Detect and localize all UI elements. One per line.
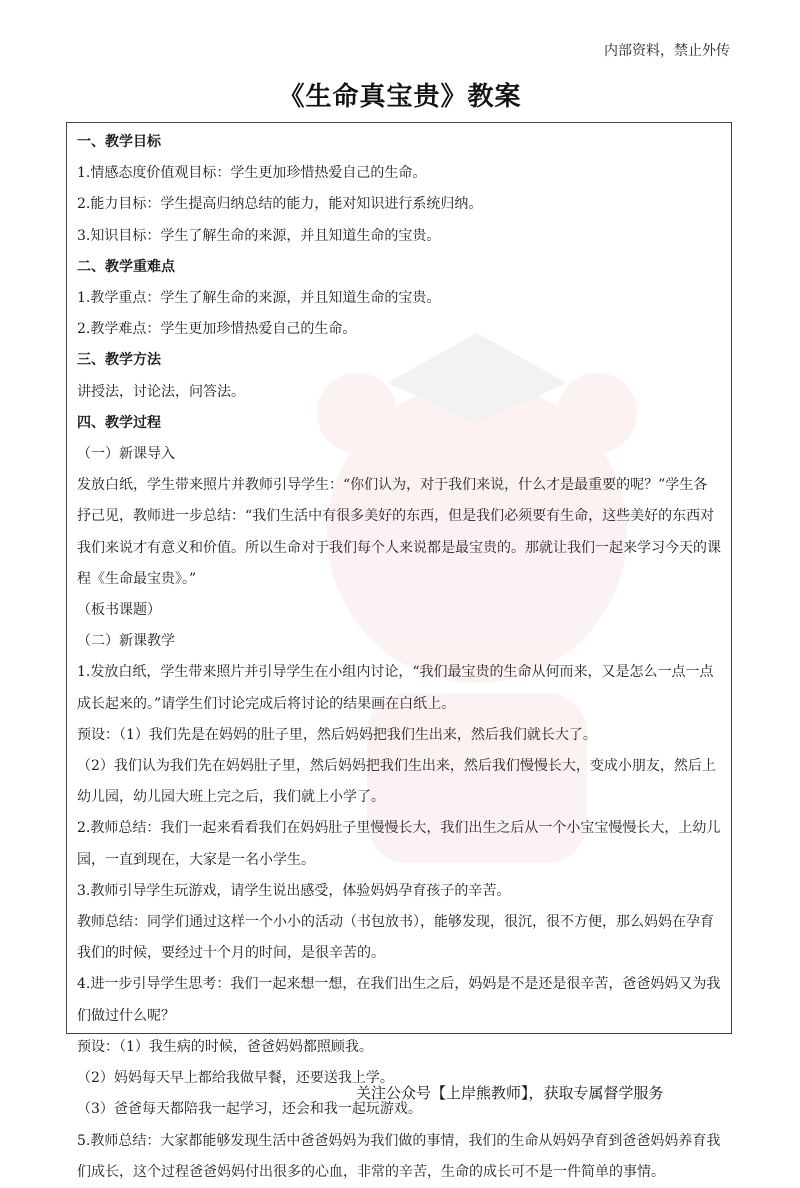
content-line: 预设：（1）我生病的时候，爸爸妈妈都照顾我。 bbox=[77, 1038, 373, 1055]
content-line: （2）妈妈每天早上都给我做早餐，还要送我上学。 bbox=[77, 1070, 394, 1087]
content-line: 3.教师引导学生玩游戏，请学生说出感受，体验妈妈孕育孩子的辛苦。 bbox=[77, 882, 511, 899]
footer-promo: 关注公众号【上岸熊教师】，获取专属督学服务 bbox=[356, 1084, 664, 1102]
section-heading: 一、教学目标 bbox=[77, 134, 161, 150]
content-line: （一）新课导入 bbox=[77, 446, 175, 463]
section-heading: 三、教学方法 bbox=[77, 352, 161, 369]
content-line: （2）我们认为我们先在妈妈肚子里，然后妈妈把我们生出来，然后我们慢慢长大，变成小朋友，然后上幼儿园，幼儿园大班上完之后，我们就上小学了。 bbox=[77, 758, 716, 806]
section-heading: 二、教学重难点 bbox=[77, 258, 175, 275]
content-line: （二）新课教学 bbox=[77, 633, 175, 650]
content-line: 1.教学重点：学生了解生命的来源，并且知道生命的宝贵。 bbox=[77, 290, 441, 307]
content-line: 1.情感态度价值观目标：学生更加珍惜热爱自己的生命。 bbox=[77, 165, 427, 182]
content-line: （3）爸爸每天都陪我一起学习，还会和我一起玩游戏。 bbox=[77, 1101, 422, 1118]
content-line: 2.能力目标：学生提高归纳总结的能力，能对知识进行系统归纳。 bbox=[77, 196, 483, 213]
page-title: 《生命真宝贵》教案 bbox=[278, 82, 522, 112]
content-line: 3.知识目标：学生了解生命的来源，并且知道生命的宝贵。 bbox=[77, 227, 441, 244]
content-line: 1.发放白纸，学生带来照片并引导学生在小组内讨论，“我们最宝贵的生命从何而来，又是怎么一点一点成长起来的。”请学生们讨论完成后将讨论的结果画在白纸上。 bbox=[77, 664, 714, 712]
lesson-content bbox=[77, 127, 721, 1188]
content-line: 5.教师总结：大家都能够发现生活中爸爸妈妈为我们做的事情，我们的生命从妈妈孕育到爸爸妈妈养育我们成长，这个过程爸爸妈妈付出很多的心血，非常的辛苦，生命的成长可不是一件简单的事情。 bbox=[77, 1132, 721, 1180]
content-line: 2.教师总结：我们一起来看看我们在妈妈肚子里慢慢长大，我们出生之后从一个小宝宝慢慢长大，上幼儿园，一直到现在，大家是一名小学生。 bbox=[77, 820, 721, 868]
content-line: 2.教学难点：学生更加珍惜热爱自己的生命。 bbox=[77, 321, 357, 338]
content-line: 4.进一步引导学生思考：我们一起来想一想，在我们出生之后，妈妈是不是还是很辛苦，爸爸妈妈又为我们做过什么呢？ bbox=[77, 976, 721, 1024]
content-line: （板书课题） bbox=[77, 602, 161, 619]
content-line: 发放白纸，学生带来照片并教师引导学生：“你们认为，对于我们来说，什么才是最重要的呢？”学生各抒己见，教师进一步总结：“我们生活中有很多美好的东西，但是我们必须要有生命，这些美好的东西对我们来说才有意义和价值。所以生命对于我们每个人来说都是最宝贵的。那就让我们一起来学习今天的课程《生命最宝贵》。” bbox=[77, 477, 721, 587]
content-line: 讲授法，讨论法，问答法。 bbox=[77, 383, 245, 400]
content-line: 预设：（1）我们先是在妈妈的肚子里，然后妈妈把我们生出来，然后我们就长大了。 bbox=[77, 726, 597, 743]
internal-notice: 内部资料，禁止外传 bbox=[604, 43, 730, 59]
section-heading: 四、教学过程 bbox=[77, 414, 161, 431]
content-line: 教师总结：同学们通过这样一个小小的活动（书包放书），能够发现，很沉，很不方便，那么妈妈在孕育我们的时候，要经过十个月的时间，是很辛苦的。 bbox=[77, 914, 714, 962]
